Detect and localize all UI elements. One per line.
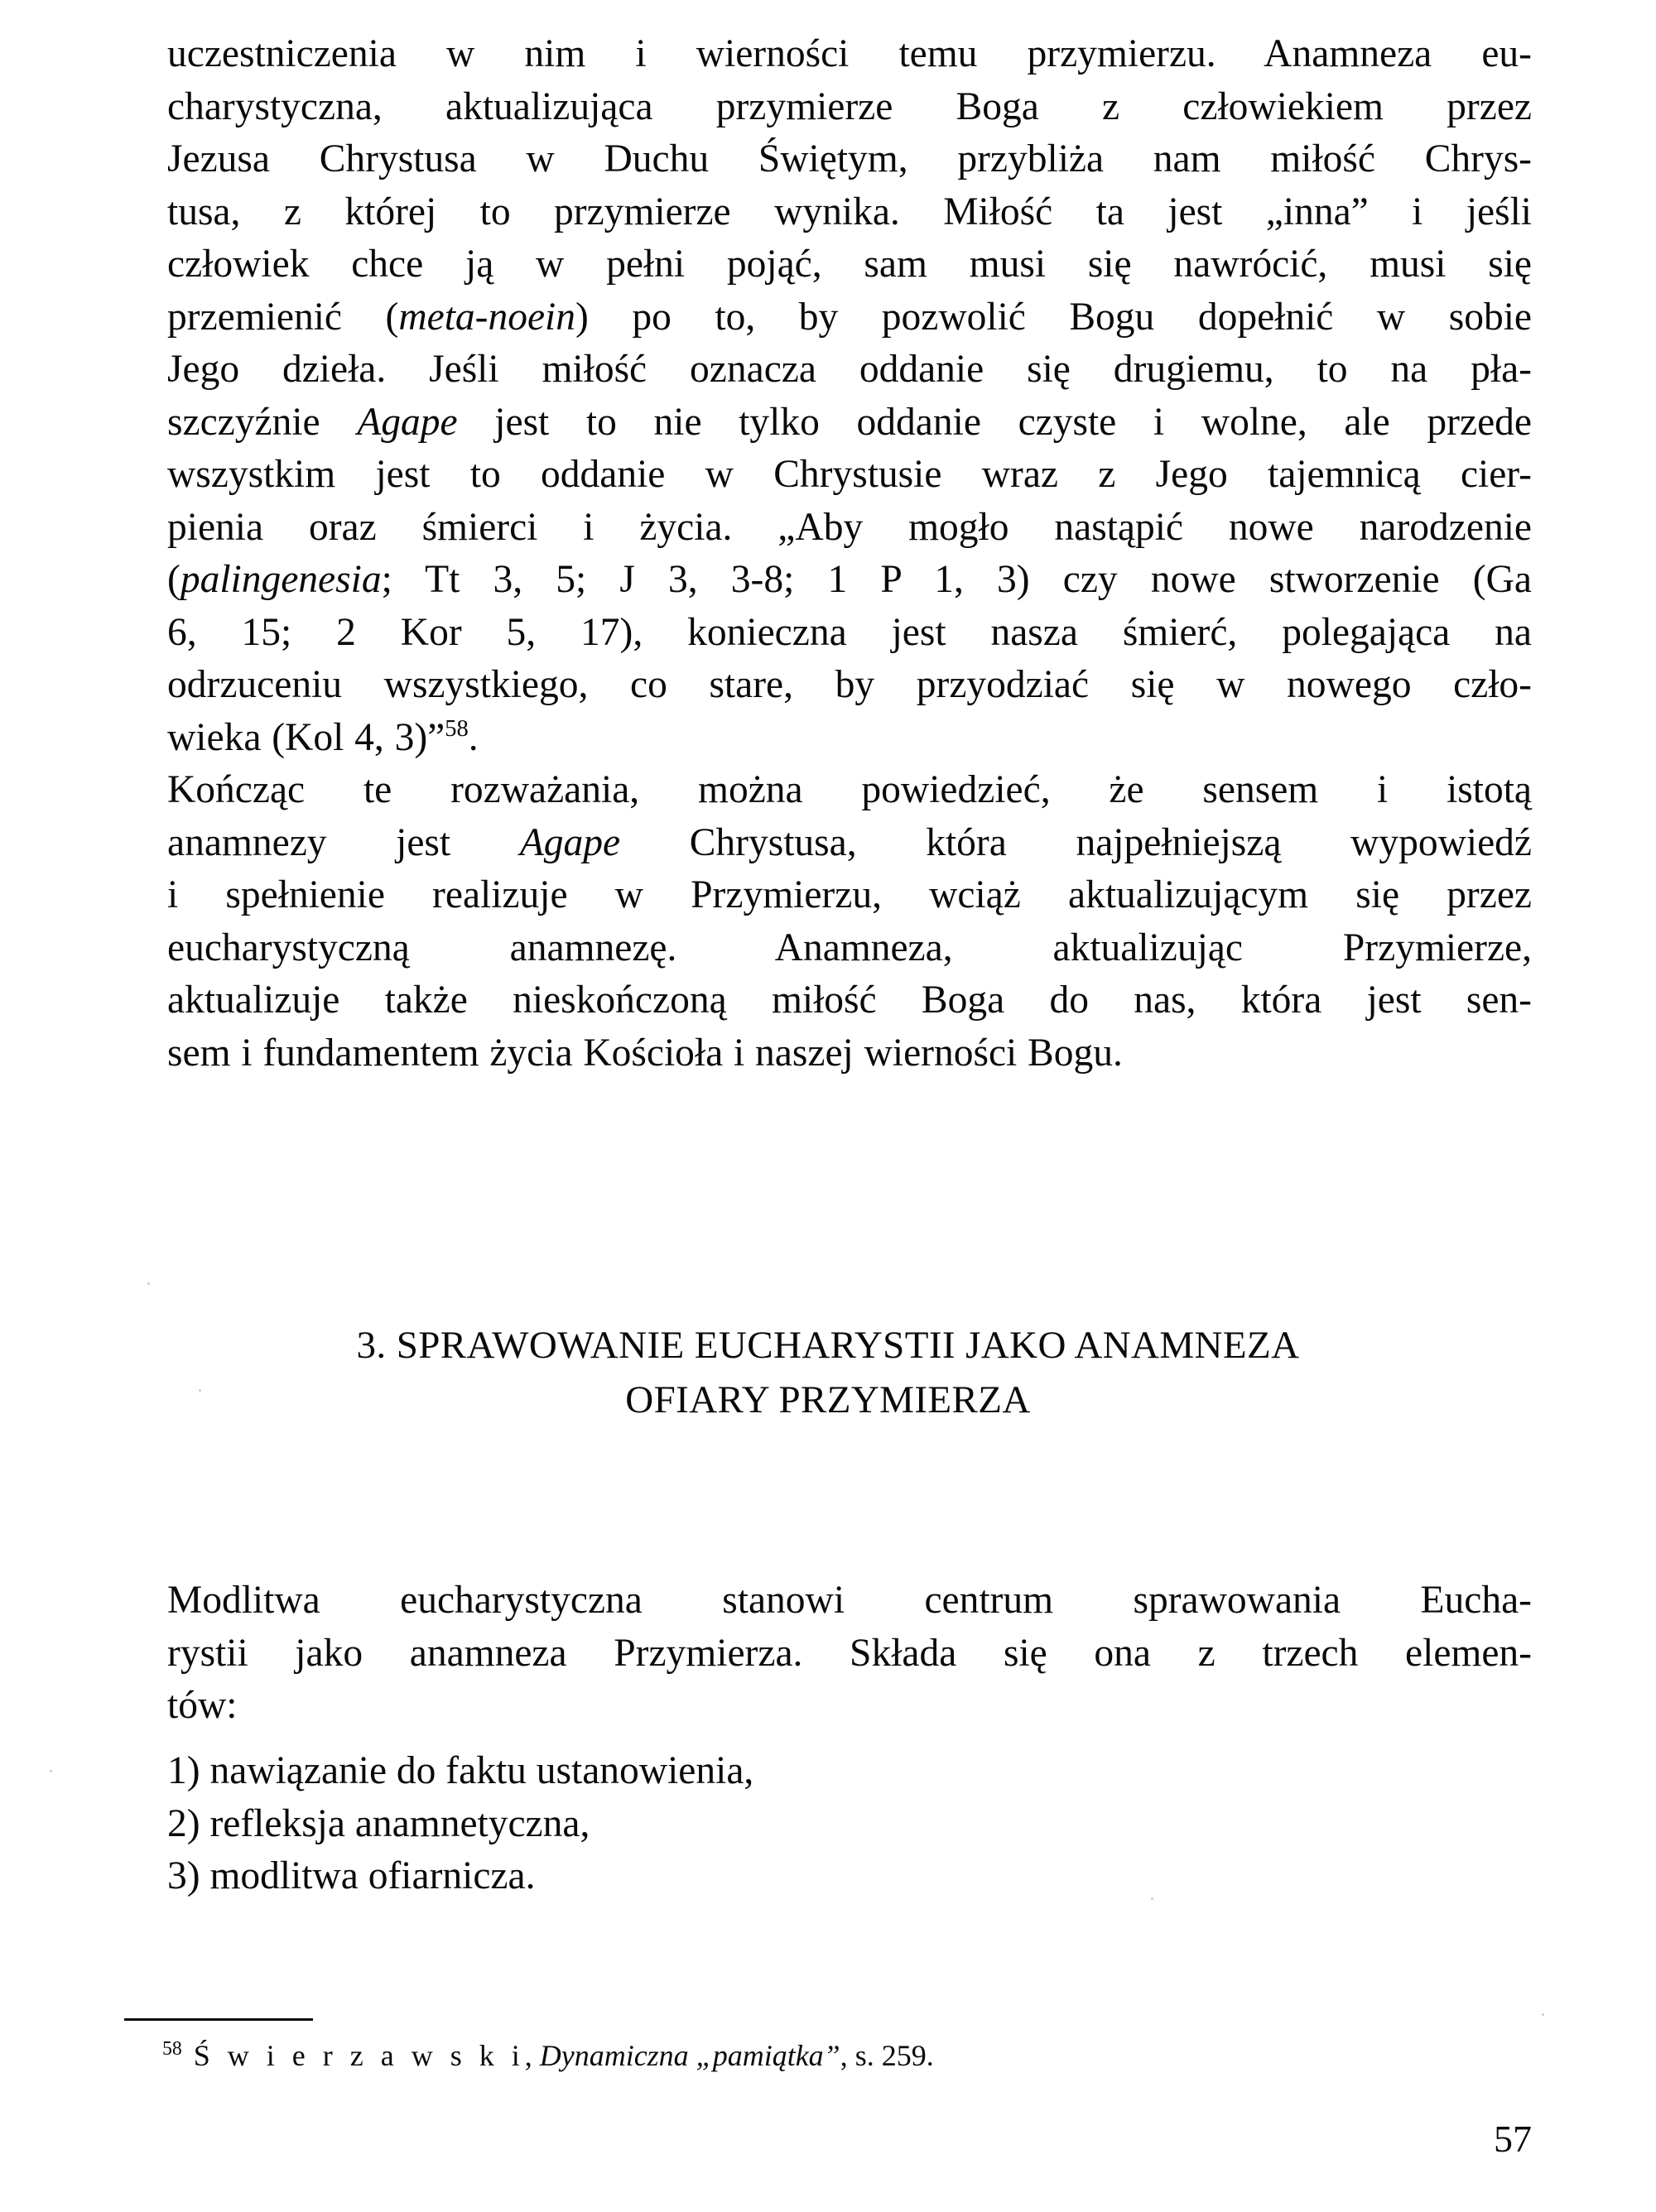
text-line: i spełnienie realizuje w Przymierzu, wciąż aktualizującym się przez (167, 873, 1532, 916)
text-line: człowiek chce ją w pełni pojąć, sam musi się nawrócić, musi się (167, 243, 1532, 286)
text-line-with-italic: szczyźnie Agape jest to nie tylko oddanie czyste i wolne, ale przede (167, 400, 1532, 444)
text-line: rystii jako anamneza Przymierza. Składa się ona z trzech elemen- (167, 1631, 1532, 1675)
list-item: 1) nawiązanie do faktu ustanowienia, (167, 1749, 754, 1792)
text-line-with-italic: anamnezy jest Agape Chrystusa, która najpełniejszą wypowiedź (167, 820, 1532, 864)
text-line: sem i fundamentem życia Kościoła i naszej wierności Bogu. (167, 1031, 1123, 1075)
footnote-locator: , s. 259. (840, 2039, 934, 2072)
page-number: 57 (1494, 2118, 1532, 2160)
footnote-reference: 58 (445, 715, 469, 742)
footnote-author: Ś w i e r z a w s k i (193, 2039, 525, 2072)
list-item: 3) modlitwa ofiarnicza. (167, 1854, 536, 1897)
paragraph-3 (124, 1575, 1532, 1733)
footnote-separator-rule (124, 2018, 313, 2021)
text-line: odrzuceniu wszystkiego, co stare, by przyodziać się w nowego czło- (167, 663, 1532, 706)
section-heading-line-2: OFIARY PRZYMIERZA (625, 1378, 1031, 1421)
list-item: 2) refleksja anamnetyczna, (167, 1801, 590, 1845)
italic-term: palingenesia (180, 558, 382, 601)
text-line: eucharystyczną anamnezę. Anamneza, aktualizując Przymierze, (167, 926, 1532, 969)
footnote-number: 58 (162, 2038, 182, 2060)
footnote-comma: , (524, 2039, 532, 2072)
text-line-with-italic: przemienić (meta-noein) po to, by pozwolić Bogu dopełnić w sobie (167, 295, 1532, 339)
text-line: Modlitwa eucharystyczna stanowi centrum sprawowania Eucha- (167, 1579, 1532, 1622)
text-line: 6, 15; 2 Kor 5, 17), konieczna jest nasza śmierć, polegająca na (167, 610, 1532, 654)
scan-speckle (1542, 2013, 1544, 2016)
italic-term: meta-noein (398, 295, 576, 339)
text-line-with-italic: (palingenesia; Tt 3, 5; J 3, 3-8; 1 P 1, 3) czy nowe stworzenie (Ga (167, 558, 1532, 601)
text-line: tusa, z której to przymierze wynika. Miłość ta jest „inna” i jeśli (167, 190, 1532, 233)
numbered-list (124, 1745, 1532, 1903)
text-line: tów: (167, 1684, 238, 1727)
section-heading (124, 1318, 1532, 1427)
text-line: charystyczna, aktualizująca przymierze Boga z człowiekiem przez (167, 84, 1532, 128)
scan-speckle (50, 1770, 52, 1772)
body-text-block-upper (124, 28, 1532, 1080)
text-line: uczestniczenia w nim i wierności temu przymierzu. Anamneza eu- (167, 32, 1532, 75)
footnote-58 (124, 2035, 1532, 2076)
scan-speckle (1151, 1897, 1153, 1900)
italic-term: Agape (357, 400, 458, 444)
text-line: Jego dzieła. Jeśli miłość oznacza oddanie się drugiemu, to na pła- (167, 348, 1532, 391)
text-line-with-footnote-ref: wieka (Kol 4, 3)”$^{58}$. (167, 715, 479, 759)
italic-term: Agape (519, 820, 621, 864)
text-line: aktualizuje także nieskończoną miłość Boga do nas, która jest sen- (167, 979, 1532, 1022)
text-line: Jezusa Chrystusa w Duchu Świętym, przybliża nam miłość Chrys- (167, 137, 1532, 180)
scan-speckle (199, 1389, 201, 1392)
text-line: Kończąc te rozważania, można powiedzieć, że sensem i istotą (167, 768, 1532, 811)
paragraph-2 (124, 764, 1532, 1080)
section-heading-line-1: 3. SPRAWOWANIE EUCHARYSTII JAKO ANAMNEZA (356, 1324, 1300, 1367)
text-line: wszystkim jest to oddanie w Chrystusie wraz z Jego tajemnicą cier- (167, 453, 1532, 496)
scan-speckle (147, 1282, 150, 1285)
paragraph-1 (124, 28, 1532, 764)
body-text-block-lower (124, 1575, 1532, 1733)
footnote-title: Dynamiczna „pamiątka” (539, 2039, 840, 2072)
text-line: pienia oraz śmierci i życia. „Aby mogło nastąpić nowe narodzenie (167, 505, 1532, 549)
